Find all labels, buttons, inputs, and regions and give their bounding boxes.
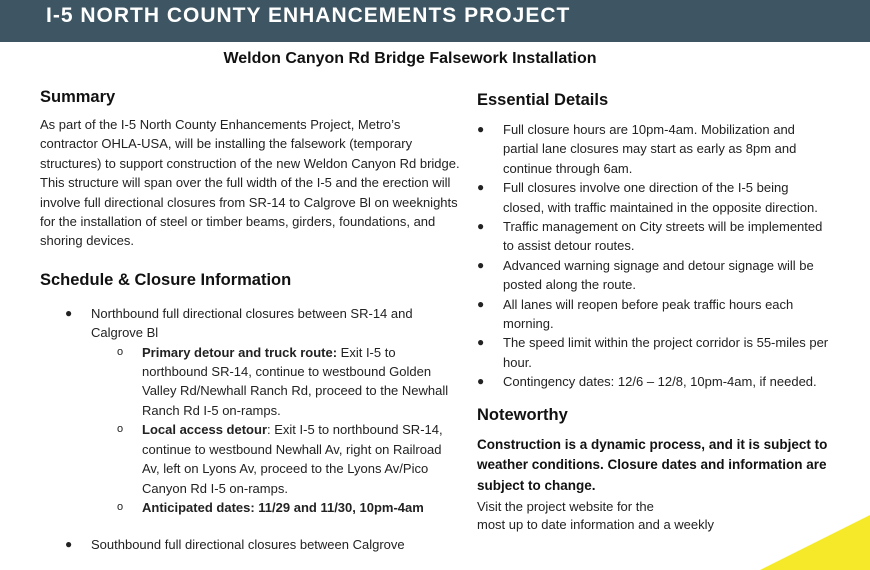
list-item-primary-detour [91,343,460,421]
header-banner [0,0,870,42]
list-item [477,217,832,256]
document-title: Weldon Canyon Rd Bridge Falsework Installation [223,50,597,67]
list-item [477,256,832,295]
list-item-local-detour [91,420,460,498]
list-item-southbound [40,535,460,554]
noteworthy-warning: Construction is a dynamic process, and it is subject to weather conditions. Closure dates and information are subject to change. [477,436,828,493]
bullet-icon: ● [477,122,485,136]
bullet-icon: ● [477,335,485,350]
local-detour-label: Local access detour [142,422,267,438]
bullet-icon: ● [477,180,485,195]
anticipated-dates-label: Anticipated dates: 11/29 and 11/30, 10pm-4am [142,499,424,515]
essential-item-text: Full closures involve one direction of the I-5 being closed, with traffic maintained in the opposite direction. [503,180,818,215]
schedule-list [40,304,460,555]
bullet-icon: ● [65,537,73,552]
southbound-text: Southbound full directional closures between Calgrove [91,537,405,553]
essential-heading: Essential Details [477,91,609,109]
list-item-anticipated-dates [91,498,460,517]
sub-bullet-icon: o [117,423,124,436]
list-item [477,372,832,391]
bullet-icon: ● [477,296,485,311]
essential-item-text: All lanes will reopen before peak traffic hours each morning. [503,296,794,332]
sub-bullet-icon: o [117,500,124,513]
essential-item-text: Full closure hours are 10pm-4am. Mobilization and partial lane closures may start as early as 8pm and continue through 6am. [503,122,797,176]
noteworthy-heading: Noteworthy [477,405,568,424]
right-column [477,91,832,534]
essential-list [477,120,832,392]
left-column [40,88,460,555]
summary-heading: Summary [40,88,116,106]
list-item [477,120,832,178]
essential-item-text: Advanced warning signage and detour signage will be posted along the route. [503,257,814,293]
primary-detour-text: Exit I-5 to northbound SR-14, continue to westbound Golden Valley Rd/Newhall Ranch Rd, proceed to the Newhall Ranch Rd I-5 on-ramps. [142,344,449,418]
primary-detour-label: Primary detour and truck route: [142,344,338,360]
bullet-icon: ● [65,305,73,320]
sub-bullet-icon: o [117,345,124,358]
local-detour-text: : Exit I-5 to northbound SR-14, continue to westbound Newhall Av, right on Railroad Av, left on Lyons Av, proceed to the Lyons Av/Pico Canyon Rd I-5 on-ramps. [142,422,443,496]
northbound-sublist [91,343,460,518]
schedule-heading: Schedule & Closure Information [40,270,292,289]
list-item-northbound [40,304,460,517]
noteworthy-body [477,498,832,534]
banner-title: I-5 NORTH COUNTY ENHANCEMENTS PROJECT [46,4,571,27]
bullet-icon: ● [477,374,485,389]
list-item [477,178,832,217]
list-item [477,295,832,334]
essential-item-text: Contingency dates: 12/6 – 12/8, 10pm-4am, if needed. [503,374,817,390]
essential-item-text: The speed limit within the project corridor is 55-miles per hour. [503,335,829,370]
essential-item-text: Traffic management on City streets will be implemented to assist detour routes. [503,219,823,254]
noteworthy-body-line: most up to date information and a weekly [477,517,715,533]
bullet-icon: ● [477,257,485,272]
northbound-text: Northbound full directional closures between SR-14 and Calgrove Bl [91,305,413,341]
list-item [477,333,832,372]
bullet-icon: ● [477,219,485,234]
summary-text: As part of the I-5 North County Enhancements Project, Metro’s contractor OHLA-USA, will be installing the falsework (temporary structures) to support construction of the new Weldon Canyon Rd bridge. This structure will span over the full width of the I-5 and the erection will involve full directional closures from SR-14 to Calgrove Bl on weeknights for the installation of steel or timber beams, girders, foundations, and shoring devices. [40,117,460,249]
noteworthy-body-line: Visit the project website for the [477,499,654,515]
